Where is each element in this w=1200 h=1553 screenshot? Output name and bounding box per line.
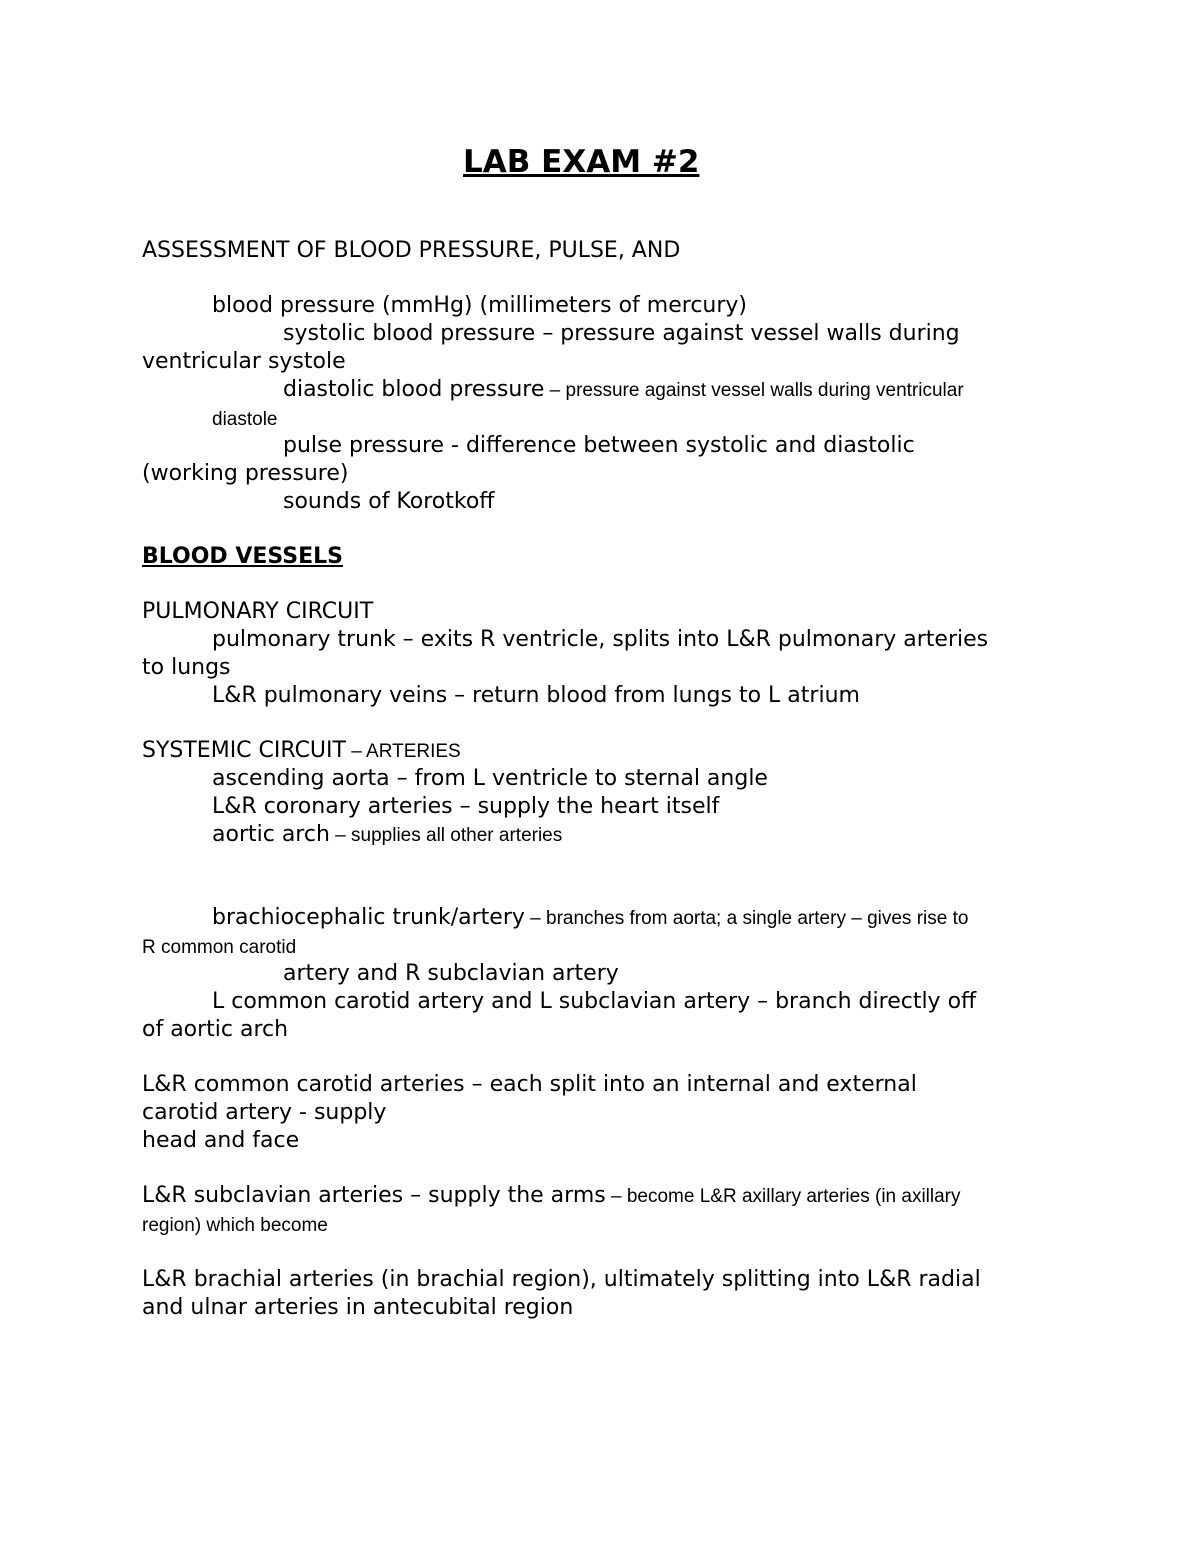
text-line: sounds of Korotkoff (283, 489, 495, 514)
text-line: L&R coronary arteries – supply the heart itself (212, 794, 720, 819)
text-span: aortic arch (212, 822, 330, 847)
text-line: head and face (142, 1128, 300, 1153)
subheading-systemic (142, 737, 461, 766)
text-line (212, 904, 968, 933)
text-line: L&R pulmonary veins – return blood from lungs to L atrium (212, 683, 860, 708)
text-line: diastole (212, 409, 278, 430)
text-line: region) which become (142, 1215, 328, 1236)
text-line: blood pressure (mmHg) (millimeters of mercury) (212, 293, 748, 318)
text-span-small: – pressure against vessel walls during ventricular (544, 380, 964, 401)
text-line (283, 376, 964, 405)
text-line: systolic blood pressure – pressure against vessel walls during (283, 321, 960, 346)
text-span: brachiocephalic trunk/artery (212, 905, 525, 930)
text-line: L common carotid artery and L subclavian artery – branch directly off (212, 989, 977, 1014)
text-span: L&R subclavian arteries – supply the arms (142, 1183, 606, 1208)
text-line: L&R brachial arteries (in brachial region), ultimately splitting into L&R radial (142, 1267, 981, 1292)
text-line: (working pressure) (142, 461, 349, 486)
text-span-small: – branches from aorta; a single artery – gives rise to (524, 908, 969, 929)
text-line (142, 1182, 961, 1211)
text-line: and ulnar arteries in antecubital region (142, 1295, 574, 1320)
subheading-pulmonary: PULMONARY CIRCUIT (142, 599, 374, 624)
section-heading-assessment: ASSESSMENT OF BLOOD PRESSURE, PULSE, AND (142, 238, 681, 263)
text-line: artery and R subclavian artery (283, 961, 619, 986)
text-line: to lungs (142, 655, 231, 680)
text-span: diastolic blood pressure (283, 377, 545, 402)
text-line: pulse pressure - difference between systolic and diastolic (283, 433, 915, 458)
text-line: R common carotid (142, 937, 297, 958)
page-title: LAB EXAM #2 (463, 144, 700, 180)
text-span-small: – supplies all other arteries (329, 825, 563, 846)
text-line: ventricular systole (142, 349, 346, 374)
text-line: of aortic arch (142, 1017, 289, 1042)
text-span: SYSTEMIC CIRCUIT (142, 738, 346, 763)
text-line: L&R common carotid arteries – each split into an internal and external (142, 1072, 917, 1097)
section-heading-blood-vessels: BLOOD VESSELS (142, 544, 343, 569)
text-span-small: – ARTERIES (345, 741, 461, 762)
text-line: carotid artery - supply (142, 1100, 387, 1125)
text-line (212, 821, 562, 850)
text-span-small: – become L&R axillary arteries (in axillary (605, 1186, 961, 1207)
text-line: pulmonary trunk – exits R ventricle, splits into L&R pulmonary arteries (212, 627, 989, 652)
text-line: ascending aorta – from L ventricle to sternal angle (212, 766, 768, 791)
